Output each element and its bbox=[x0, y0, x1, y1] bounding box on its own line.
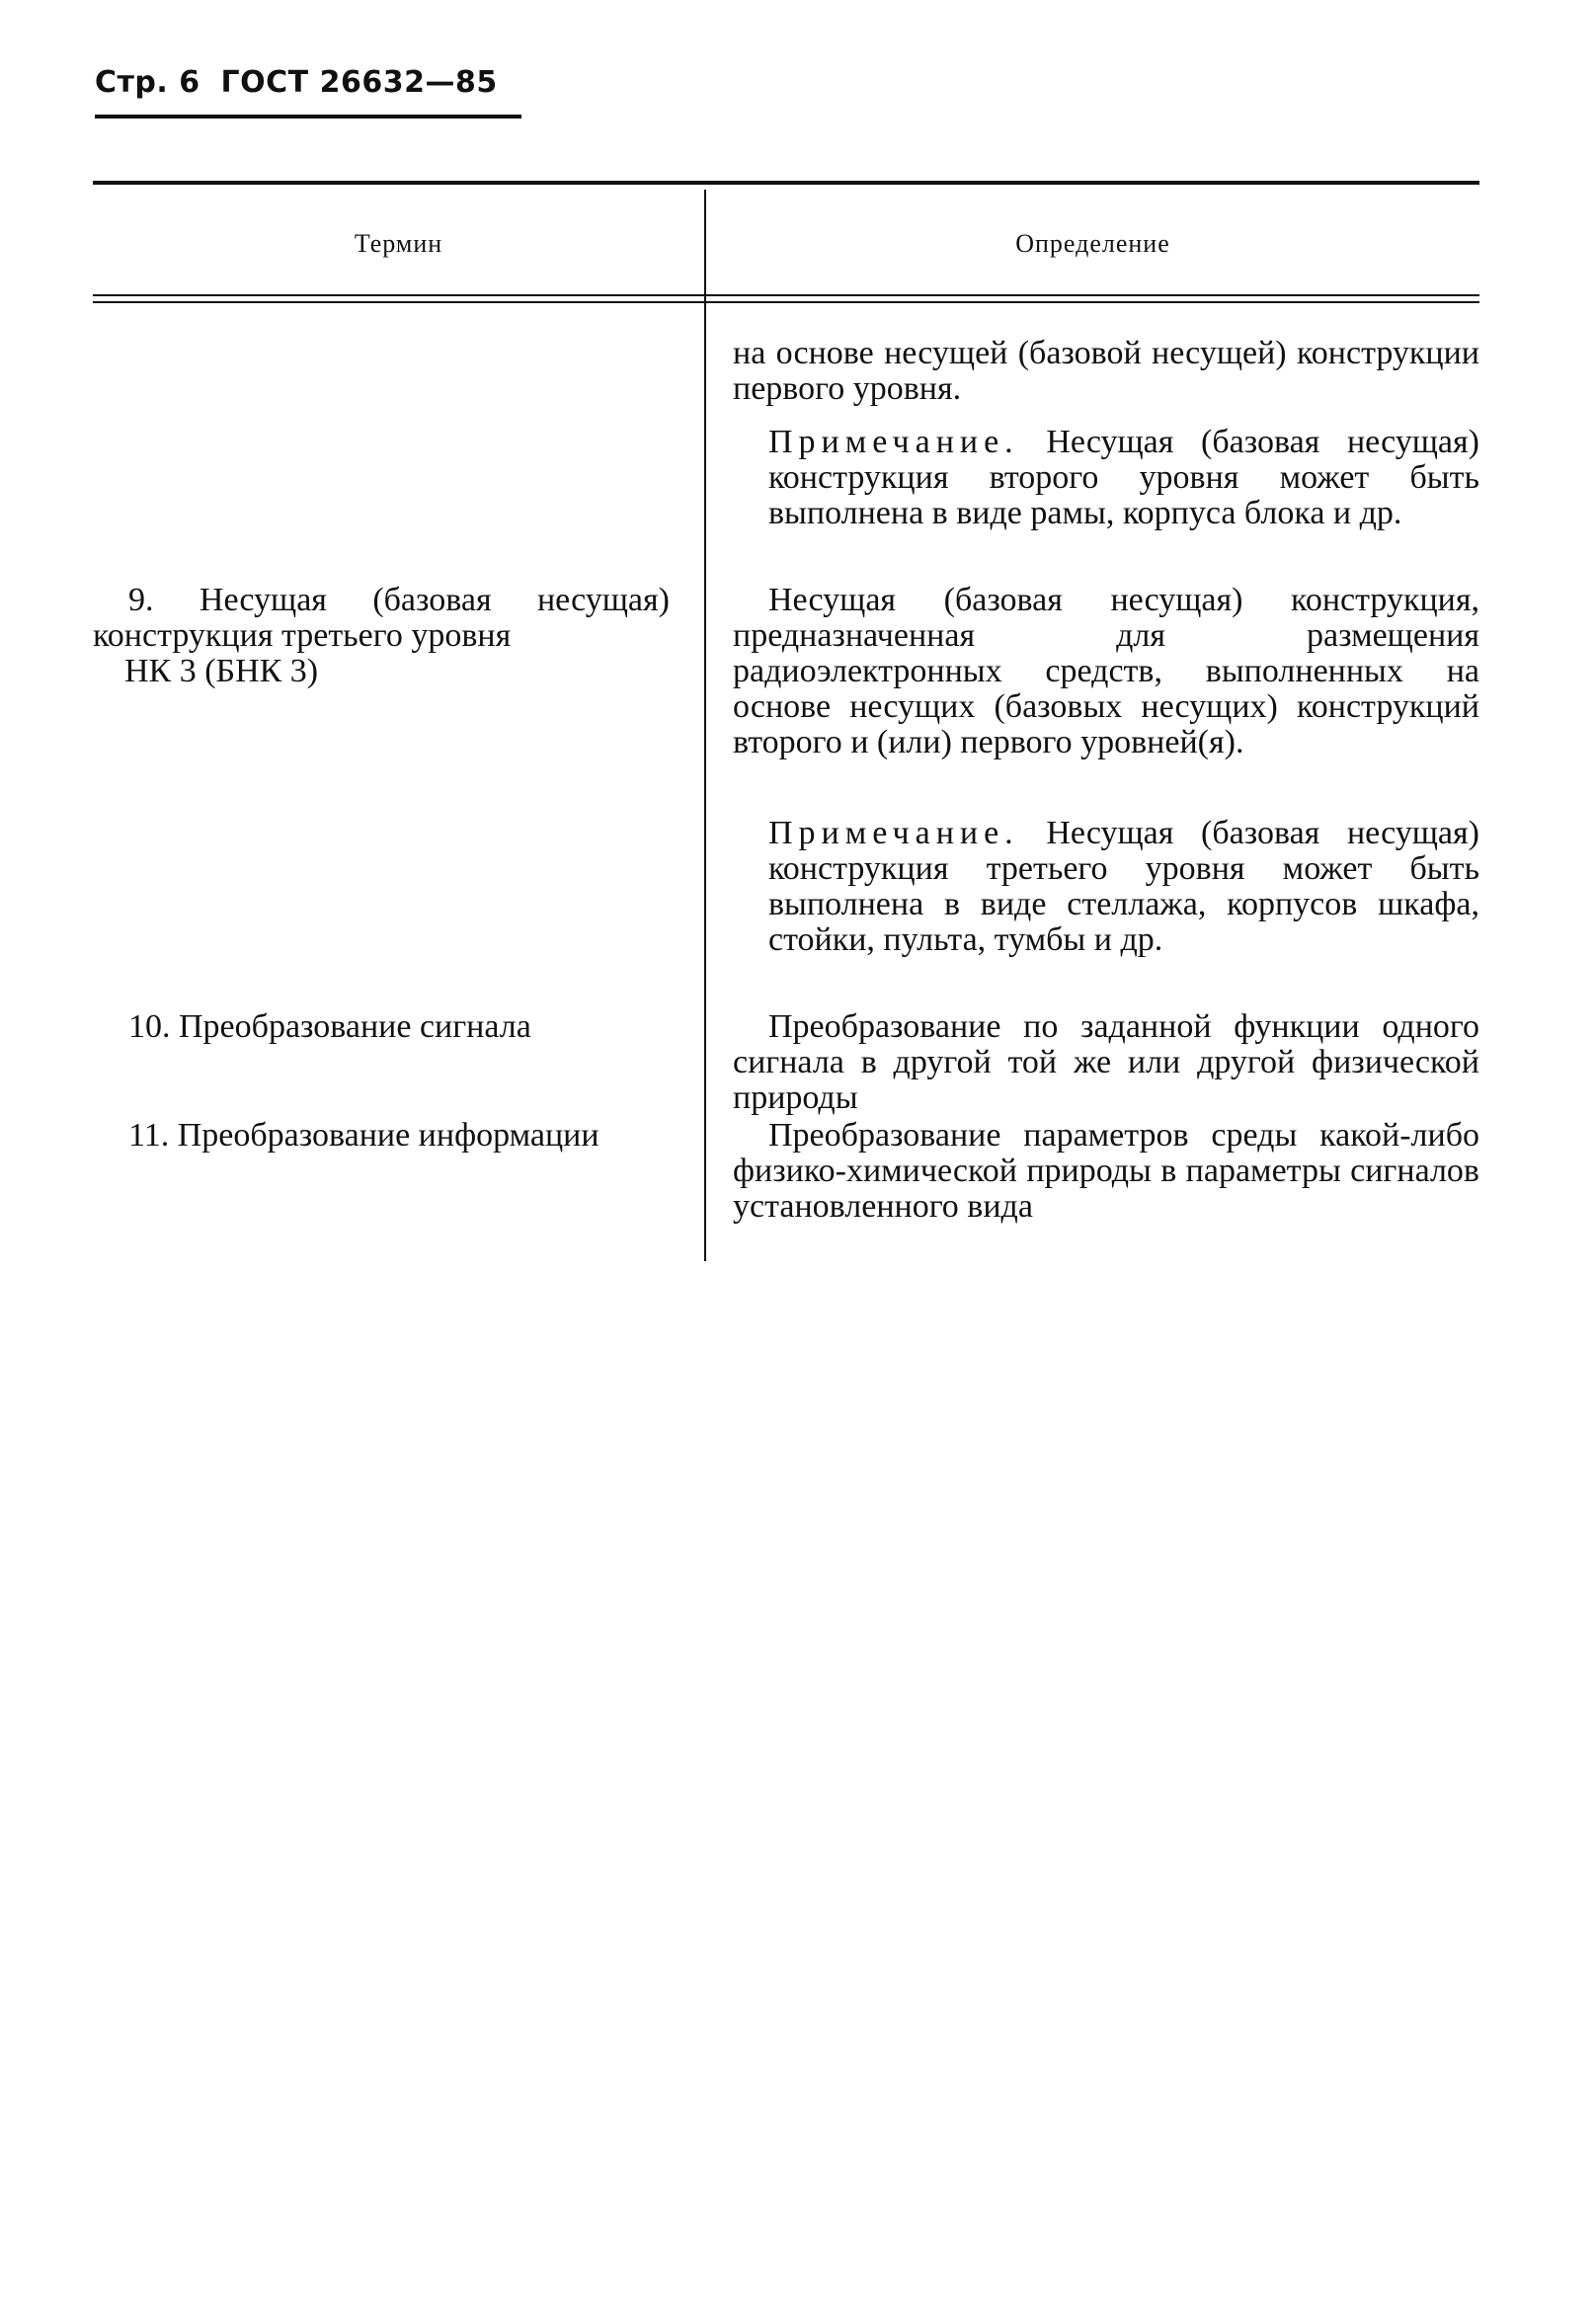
term-11-text: 11. Преобразование информации bbox=[128, 1117, 599, 1154]
definition-row-11 bbox=[733, 1118, 1479, 1225]
term-row-10 bbox=[93, 1009, 670, 1045]
column-header-term: Термин bbox=[354, 229, 443, 258]
note-9-text: Несущая (базовая несущая) конструкция третьего уровня может быть выполнена в виде стеллажа, корпусов шкафа, стойки, пульта, тумбы и др. bbox=[768, 815, 1479, 958]
definition-row-9 bbox=[733, 583, 1479, 760]
definition-10-text: Преобразование по заданной функции одного сигнала в другой той же или другой физической природы bbox=[733, 1008, 1479, 1116]
definition-11-text: Преобразование параметров среды какой-либо физико-химической природы в параметры сигналов установленного вида bbox=[733, 1117, 1479, 1225]
page-header bbox=[95, 65, 508, 100]
term-10-text: 10. Преобразование сигнала bbox=[128, 1008, 531, 1045]
table-top-rule bbox=[93, 181, 1479, 185]
header-rule bbox=[95, 115, 521, 119]
column-divider bbox=[704, 190, 706, 1261]
note-9-label: Примечание. bbox=[768, 815, 1019, 851]
note-1 bbox=[768, 425, 1479, 531]
note-row-9 bbox=[768, 816, 1479, 958]
term-9-code: НК 3 (БНК 3) bbox=[124, 653, 319, 689]
header-rule-bottom bbox=[93, 301, 1479, 303]
note-1-label: Примечание. bbox=[768, 424, 1019, 460]
page-label: Стр. 6 bbox=[95, 65, 200, 100]
term-row-9 bbox=[93, 583, 670, 689]
definition-continuation: на основе несущей (базовой несущей) конструкции первого уровня. bbox=[733, 335, 1479, 407]
definition-9-text: Несущая (базовая несущая) конструкция, предназначенная для размещения радиоэлектронных средств, выполненных на основе несущих (базовых несущих) конструкций второго и (или) первого уровней(я). bbox=[733, 582, 1479, 760]
column-header-definition: Определение bbox=[1015, 229, 1170, 258]
definition-row-10 bbox=[733, 1009, 1479, 1116]
term-9-text: 9. Несущая (базовая несущая) конструкция третьего уровня bbox=[93, 582, 670, 654]
header-rule-top bbox=[93, 294, 1479, 296]
note-1-text: Несущая (базовая несущая) конструкция второго уровня может быть выполнена в виде рамы, корпуса блока и др. bbox=[768, 424, 1479, 531]
standard-number: ГОСТ 26632—85 bbox=[220, 65, 498, 100]
term-row-11 bbox=[93, 1118, 670, 1154]
